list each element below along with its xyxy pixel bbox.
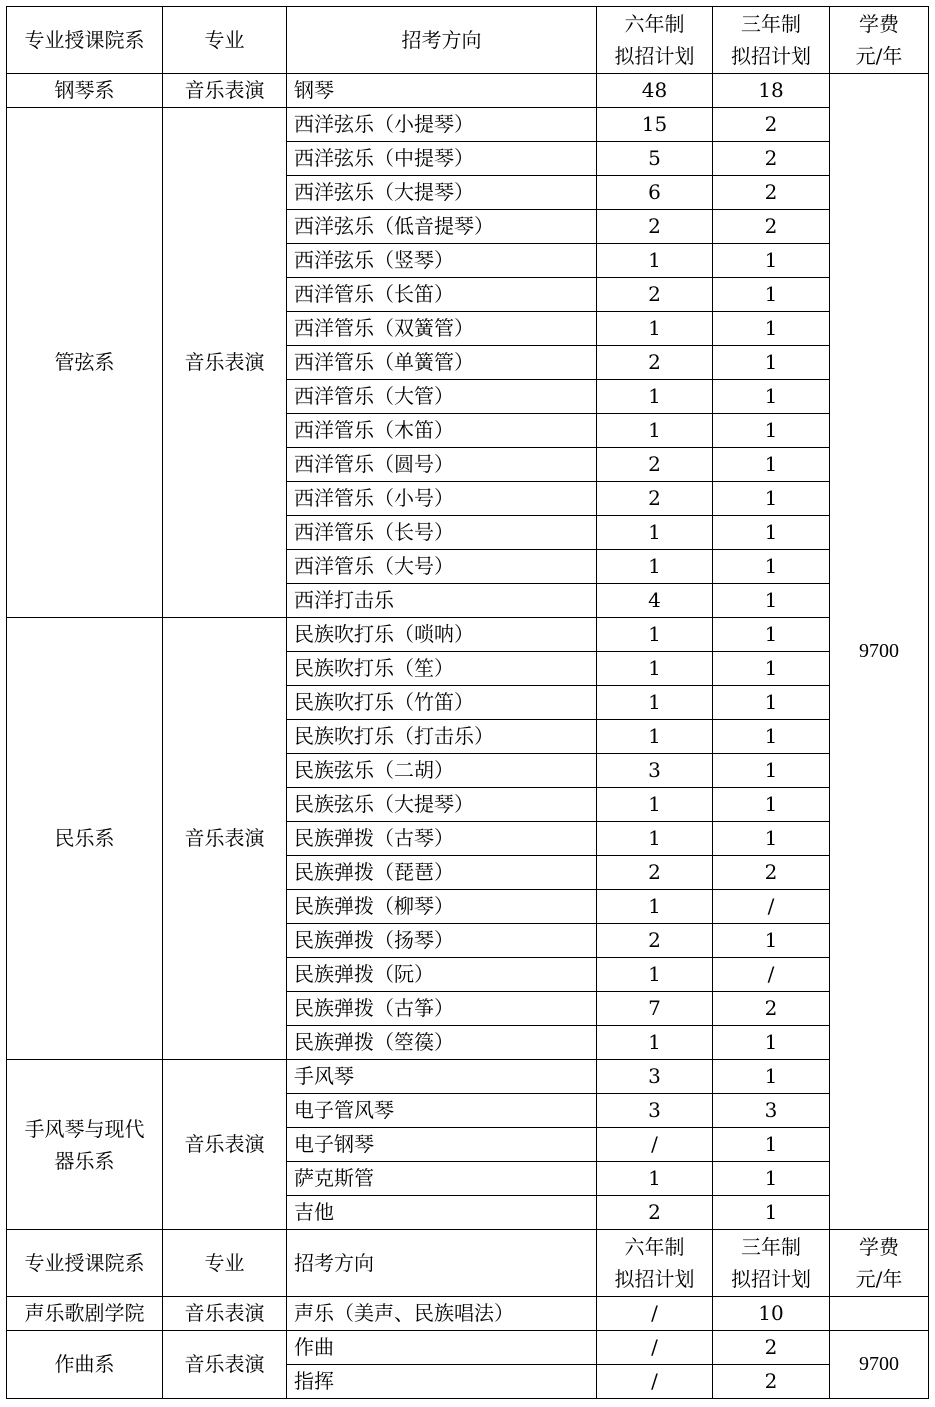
three-year-plan-cell: 1	[713, 822, 830, 856]
six-year-plan-cell: 15	[597, 108, 713, 142]
six-year-plan-cell: 1	[597, 788, 713, 822]
header-six-year: 六年制 拟招计划	[597, 7, 713, 74]
three-year-plan-cell: 1	[713, 550, 830, 584]
header-fee: 学费 元/年	[830, 1230, 929, 1297]
six-year-plan-cell: 1	[597, 720, 713, 754]
six-year-plan-cell: 2	[597, 924, 713, 958]
six-year-plan-cell: /	[597, 1297, 713, 1331]
direction-cell: 民族弦乐（大提琴）	[287, 788, 597, 822]
header-three-year: 三年制 拟招计划	[713, 7, 830, 74]
three-year-plan-cell: 1	[713, 720, 830, 754]
dept-cell: 管弦系	[7, 108, 163, 618]
three-year-plan-cell: 1	[713, 924, 830, 958]
major-cell: 音乐表演	[163, 108, 287, 618]
header-fee: 学费 元/年	[830, 7, 929, 74]
three-year-plan-cell: 1	[713, 1060, 830, 1094]
header-dept: 专业授课院系	[7, 1230, 163, 1297]
direction-cell: 民族弹拨（琵琶）	[287, 856, 597, 890]
six-year-plan-cell: 1	[597, 822, 713, 856]
three-year-plan-cell: 1	[713, 652, 830, 686]
six-year-plan-cell: /	[597, 1365, 713, 1399]
six-year-plan-cell: 1	[597, 312, 713, 346]
direction-cell: 作曲	[287, 1331, 597, 1365]
header-six-year: 六年制 拟招计划	[597, 1230, 713, 1297]
dept-cell: 民乐系	[7, 618, 163, 1060]
direction-cell: 电子管风琴	[287, 1094, 597, 1128]
direction-cell: 手风琴	[287, 1060, 597, 1094]
header-major: 专业	[163, 1230, 287, 1297]
direction-cell: 西洋弦乐（中提琴）	[287, 142, 597, 176]
six-year-plan-cell: 6	[597, 176, 713, 210]
six-year-plan-cell: 1	[597, 244, 713, 278]
three-year-plan-cell: 1	[713, 1196, 830, 1230]
three-year-plan-cell: 3	[713, 1094, 830, 1128]
direction-cell: 民族吹打乐（打击乐）	[287, 720, 597, 754]
fee-cell: 9700	[830, 1331, 929, 1399]
six-year-plan-cell: 3	[597, 1060, 713, 1094]
six-year-plan-cell: 2	[597, 482, 713, 516]
six-year-plan-cell: 1	[597, 958, 713, 992]
header-three-year: 三年制 拟招计划	[713, 1230, 830, 1297]
direction-cell: 吉他	[287, 1196, 597, 1230]
three-year-plan-cell: 1	[713, 380, 830, 414]
table-row	[7, 618, 929, 652]
three-year-plan-cell: 1	[713, 788, 830, 822]
dept-line: 手风琴与现代	[24, 1116, 145, 1141]
dept-cell: 钢琴系	[7, 74, 163, 108]
three-year-plan-cell: 18	[713, 74, 830, 108]
header-major: 专业	[163, 7, 287, 74]
three-year-plan-cell: 1	[713, 754, 830, 788]
direction-cell: 西洋弦乐（低音提琴）	[287, 210, 597, 244]
three-year-plan-cell: 1	[713, 346, 830, 380]
direction-cell: 西洋弦乐（小提琴）	[287, 108, 597, 142]
table-row	[7, 1060, 929, 1094]
direction-cell: 声乐（美声、民族唱法）	[287, 1297, 597, 1331]
six-year-plan-cell: 1	[597, 618, 713, 652]
three-year-plan-cell: 2	[713, 1365, 830, 1399]
six-year-plan-cell: 7	[597, 992, 713, 1026]
direction-cell: 民族弹拨（古琴）	[287, 822, 597, 856]
direction-cell: 民族弦乐（二胡）	[287, 754, 597, 788]
major-cell: 音乐表演	[163, 74, 287, 108]
fee-cell: 9700	[830, 74, 929, 1230]
three-year-plan-cell: 2	[713, 108, 830, 142]
direction-cell: 民族弹拨（扬琴）	[287, 924, 597, 958]
table-row	[7, 1297, 929, 1331]
three-year-plan-cell: 1	[713, 448, 830, 482]
direction-cell: 萨克斯管	[287, 1162, 597, 1196]
fee-cell-empty	[830, 1297, 929, 1331]
three-year-plan-cell: 1	[713, 1026, 830, 1060]
major-cell: 音乐表演	[163, 1060, 287, 1230]
six-year-plan-cell: 2	[597, 346, 713, 380]
six-year-plan-cell: 2	[597, 210, 713, 244]
three-year-plan-cell: 2	[713, 176, 830, 210]
six-year-plan-cell: 1	[597, 550, 713, 584]
header-dept: 专业授课院系	[7, 7, 163, 74]
three-year-plan-cell: 1	[713, 516, 830, 550]
six-year-plan-cell: 1	[597, 652, 713, 686]
three-year-plan-cell: 1	[713, 584, 830, 618]
six-year-plan-cell: 4	[597, 584, 713, 618]
direction-cell: 民族弹拨（阮）	[287, 958, 597, 992]
direction-cell: 西洋管乐（圆号）	[287, 448, 597, 482]
three-year-plan-cell: 1	[713, 1128, 830, 1162]
three-year-plan-cell: 2	[713, 210, 830, 244]
six-year-plan-cell: 5	[597, 142, 713, 176]
header-direction: 招考方向	[287, 1230, 597, 1297]
direction-cell: 西洋管乐（长笛）	[287, 278, 597, 312]
three-year-plan-cell: 2	[713, 1331, 830, 1365]
three-year-plan-cell: 1	[713, 482, 830, 516]
three-year-plan-cell: 1	[713, 618, 830, 652]
three-year-plan-cell: 1	[713, 312, 830, 346]
direction-cell: 西洋管乐（单簧管）	[287, 346, 597, 380]
three-year-plan-cell: /	[713, 890, 830, 924]
direction-cell: 西洋打击乐	[287, 584, 597, 618]
six-year-plan-cell: /	[597, 1128, 713, 1162]
major-cell: 音乐表演	[163, 1297, 287, 1331]
six-year-plan-cell: 2	[597, 448, 713, 482]
dept-cell: 作曲系	[7, 1331, 163, 1399]
six-year-plan-cell: 48	[597, 74, 713, 108]
table-row	[7, 108, 929, 142]
six-year-plan-cell: 1	[597, 686, 713, 720]
direction-cell: 民族吹打乐（唢呐）	[287, 618, 597, 652]
six-year-plan-cell: 1	[597, 1026, 713, 1060]
six-year-plan-cell: 1	[597, 1162, 713, 1196]
header-row	[7, 7, 929, 74]
direction-cell: 西洋管乐（小号）	[287, 482, 597, 516]
three-year-plan-cell: 2	[713, 856, 830, 890]
direction-cell: 电子钢琴	[287, 1128, 597, 1162]
direction-cell: 民族弹拨（古筝）	[287, 992, 597, 1026]
dept-line: 器乐系	[54, 1148, 115, 1173]
three-year-plan-cell: 1	[713, 278, 830, 312]
six-year-plan-cell: 1	[597, 890, 713, 924]
three-year-plan-cell: 1	[713, 1162, 830, 1196]
direction-cell: 民族吹打乐（笙）	[287, 652, 597, 686]
table-row	[7, 74, 929, 108]
six-year-plan-cell: 2	[597, 1196, 713, 1230]
direction-cell: 西洋弦乐（竖琴）	[287, 244, 597, 278]
enrollment-plan-table	[6, 6, 929, 1399]
direction-cell: 西洋管乐（双簧管）	[287, 312, 597, 346]
direction-cell: 民族弹拨（箜篌）	[287, 1026, 597, 1060]
direction-cell: 钢琴	[287, 74, 597, 108]
dept-cell: 声乐歌剧学院	[7, 1297, 163, 1331]
direction-cell: 西洋管乐（大号）	[287, 550, 597, 584]
direction-cell: 民族吹打乐（竹笛）	[287, 686, 597, 720]
direction-cell: 西洋管乐（木笛）	[287, 414, 597, 448]
direction-cell: 西洋弦乐（大提琴）	[287, 176, 597, 210]
table-row	[7, 1331, 929, 1365]
six-year-plan-cell: 2	[597, 856, 713, 890]
three-year-plan-cell: /	[713, 958, 830, 992]
three-year-plan-cell: 2	[713, 142, 830, 176]
three-year-plan-cell: 2	[713, 992, 830, 1026]
three-year-plan-cell: 1	[713, 244, 830, 278]
six-year-plan-cell: 2	[597, 278, 713, 312]
direction-cell: 指挥	[287, 1365, 597, 1399]
three-year-plan-cell: 1	[713, 686, 830, 720]
direction-cell: 西洋管乐（大管）	[287, 380, 597, 414]
three-year-plan-cell: 1	[713, 414, 830, 448]
dept-cell	[7, 1060, 163, 1230]
three-year-plan-cell: 10	[713, 1297, 830, 1331]
six-year-plan-cell: 3	[597, 754, 713, 788]
six-year-plan-cell: 1	[597, 414, 713, 448]
direction-cell: 民族弹拨（柳琴）	[287, 890, 597, 924]
six-year-plan-cell: /	[597, 1331, 713, 1365]
header-row-repeat	[7, 1230, 929, 1297]
major-cell: 音乐表演	[163, 618, 287, 1060]
six-year-plan-cell: 1	[597, 380, 713, 414]
direction-cell: 西洋管乐（长号）	[287, 516, 597, 550]
header-direction: 招考方向	[287, 7, 597, 74]
six-year-plan-cell: 1	[597, 516, 713, 550]
major-cell: 音乐表演	[163, 1331, 287, 1399]
six-year-plan-cell: 3	[597, 1094, 713, 1128]
